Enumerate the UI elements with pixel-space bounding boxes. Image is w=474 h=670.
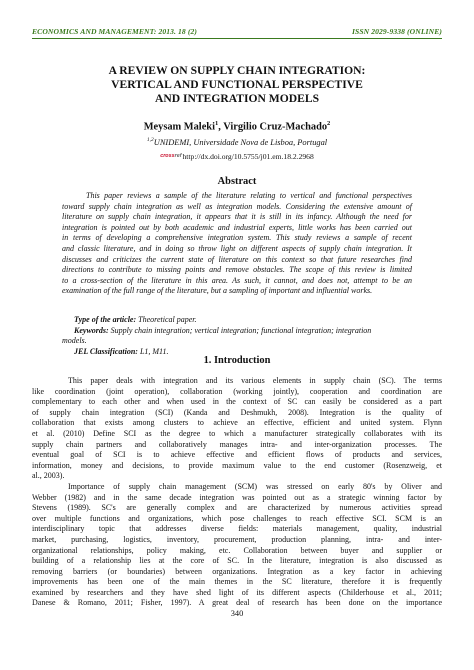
title-line: A REVIEW ON SUPPLY CHAIN INTEGRATION: xyxy=(108,64,366,77)
doi-link[interactable]: http://dx.doi.org/10.5755/j01.em.18.2.2968 xyxy=(182,152,314,161)
paragraph-line: eventual goal of SCI is to achieve effective and efficient flows of products and services, xyxy=(32,450,442,460)
paragraph-line: al., 2003). xyxy=(32,471,65,481)
paragraph-line: examined by researchers and they have shed light of its different aspects (Childerhouse et al., 2011; xyxy=(32,587,442,597)
abstract-line: in terms of developing a comprehensive integration system. This study reviews a sample of recent xyxy=(62,233,412,243)
author-superscript: 2 xyxy=(327,120,331,127)
paragraph-line: Stevens (1989). SC's are generally complex and are characterized by numerous activities spread xyxy=(32,503,442,513)
abstract-line: discusses and criticizes the current state of literature on this context so that future researches find xyxy=(62,254,412,264)
abstract-line: and classic literature, and in doing so throw light on different aspects of supply chain integration. It xyxy=(62,243,412,253)
running-header xyxy=(32,27,442,36)
paragraph-line: et al. (2010) Define SCI as the degree to which a manufacturer strategically collaborates with its xyxy=(32,428,442,438)
crossref-logo: crossref xyxy=(160,153,182,159)
doi-line xyxy=(40,152,434,161)
keywords-line: Keywords: Supply chain integration; vertical integration; functional integration; integration xyxy=(74,325,372,335)
abstract-line: This paper reviews a sample of the literature relating to vertical and functional perspectives xyxy=(86,191,412,200)
keywords-continuation: models. xyxy=(62,336,87,346)
author-name: Virgilio Cruz-Machado xyxy=(223,121,328,133)
paragraph-line: Danese & Romano, 2011; Fisher, 1997). A great deal of research has been done on the importance xyxy=(32,598,442,608)
paragraph-line: building of a relationship lies at the core of SC. In the literature, integration is also discussed as xyxy=(32,556,442,566)
paragraph-line: supply chain partners and collaboratively manages intra- and inter-organization processes. The xyxy=(32,439,442,449)
header-divider xyxy=(32,38,442,39)
paragraph-line: improvements has been one of the main themes in the SC literature, therefore it is frequently xyxy=(32,577,442,587)
paper-title xyxy=(40,64,434,106)
section-heading-introduction: 1. Introduction xyxy=(203,355,271,366)
jel-classification: JEL Classification: L1, M11. xyxy=(74,346,169,356)
journal-name: ECONOMICS AND MANAGEMENT: 2013. 18 (2) xyxy=(32,27,197,36)
abstract-line: directions to contribute to missing points and remove obstacles. The scope of this review is limited xyxy=(62,265,412,275)
paragraph-line: Importance of supply chain management (SCM) was stressed on early 80's by Oliver and xyxy=(68,481,442,491)
paragraph-line: complementary to each other and when used in the context of SC can easily be considered as a part xyxy=(32,397,442,407)
abstract-line: examination of the full range of the literature, but a sampling of important and influential works. xyxy=(62,286,373,296)
affiliation xyxy=(40,137,434,147)
paragraph-line: organizational relationships, policy making, etc. Collaboration between buyer and supplier or xyxy=(32,545,442,555)
affiliation-superscript: 1,2 xyxy=(146,137,154,143)
introduction-body xyxy=(32,376,442,609)
paragraph-line: collaboration that exists among clusters to achieve an effective, efficient and united system. Flynn xyxy=(32,418,442,428)
paragraph-line: over multiple functions and organizations, which pose challenges to reach effective SCI. SCM is an xyxy=(32,513,442,523)
paragraph-line: information, money and decisions, to provide maximum value to the end customer (Rosenzweig, et xyxy=(32,460,442,470)
paragraph-line: removing barriers (or boundaries) between organizations. Integration as a key factor in achieving xyxy=(32,566,442,576)
paragraph-line: This paper deals with integration and its various elements in supply chain (SC). The terms xyxy=(68,376,442,385)
affiliation-text: UNIDEMI, Universidade Nova de Lisboa, Portugal xyxy=(153,137,328,147)
title-line: AND INTEGRATION MODELS xyxy=(154,92,320,105)
page-number: 340 xyxy=(230,609,244,618)
paragraph-line: of supply chain integration (SCI) (Kanda and Deshmukh, 2008). Integration is the quality of xyxy=(32,407,442,417)
abstract-line: to a cross-section of the literature in this area. As such, it cannot, and does not, attempt to be an xyxy=(62,275,412,285)
title-line: VERTICAL AND FUNCTIONAL PERSPECTIVE xyxy=(111,78,363,91)
abstract-line: literature on supply chain integration, it appears that it is still in its infancy. Although the need for xyxy=(62,212,412,222)
author-name: Meysam Maleki xyxy=(143,121,215,133)
abstract-heading: Abstract xyxy=(217,176,257,187)
article-metadata xyxy=(62,315,412,357)
paragraph-line: interdisciplinary topic that addresses diverse fields: materials management, quality, industrial xyxy=(32,524,442,534)
paragraph-line: like coordination (joint operation), collaboration (working jointly), cooperation and coordination are xyxy=(32,386,442,396)
issn-label: ISSN 2029-9338 (ONLINE) xyxy=(351,27,442,36)
paragraph-line: market, purchasing, logistics, inventory, procurement, production planning, intra- and inter- xyxy=(32,534,442,544)
author-list xyxy=(40,120,434,132)
abstract-body xyxy=(62,191,412,297)
author-separator: , xyxy=(218,121,224,133)
abstract-line: toward supply chain integration as well as integration models. Considering the extensive amount of xyxy=(62,201,412,211)
author-superscript: 1 xyxy=(214,120,219,127)
paragraph-line: Webber (1982) and in the same decade integration was pointed out as a strategic winning factor by xyxy=(32,492,442,502)
abstract-line: integration is pointed out by both academic and industrial experts, little works has been carried out xyxy=(62,222,412,232)
article-type: Type of the article: Theoretical paper. xyxy=(74,315,197,324)
